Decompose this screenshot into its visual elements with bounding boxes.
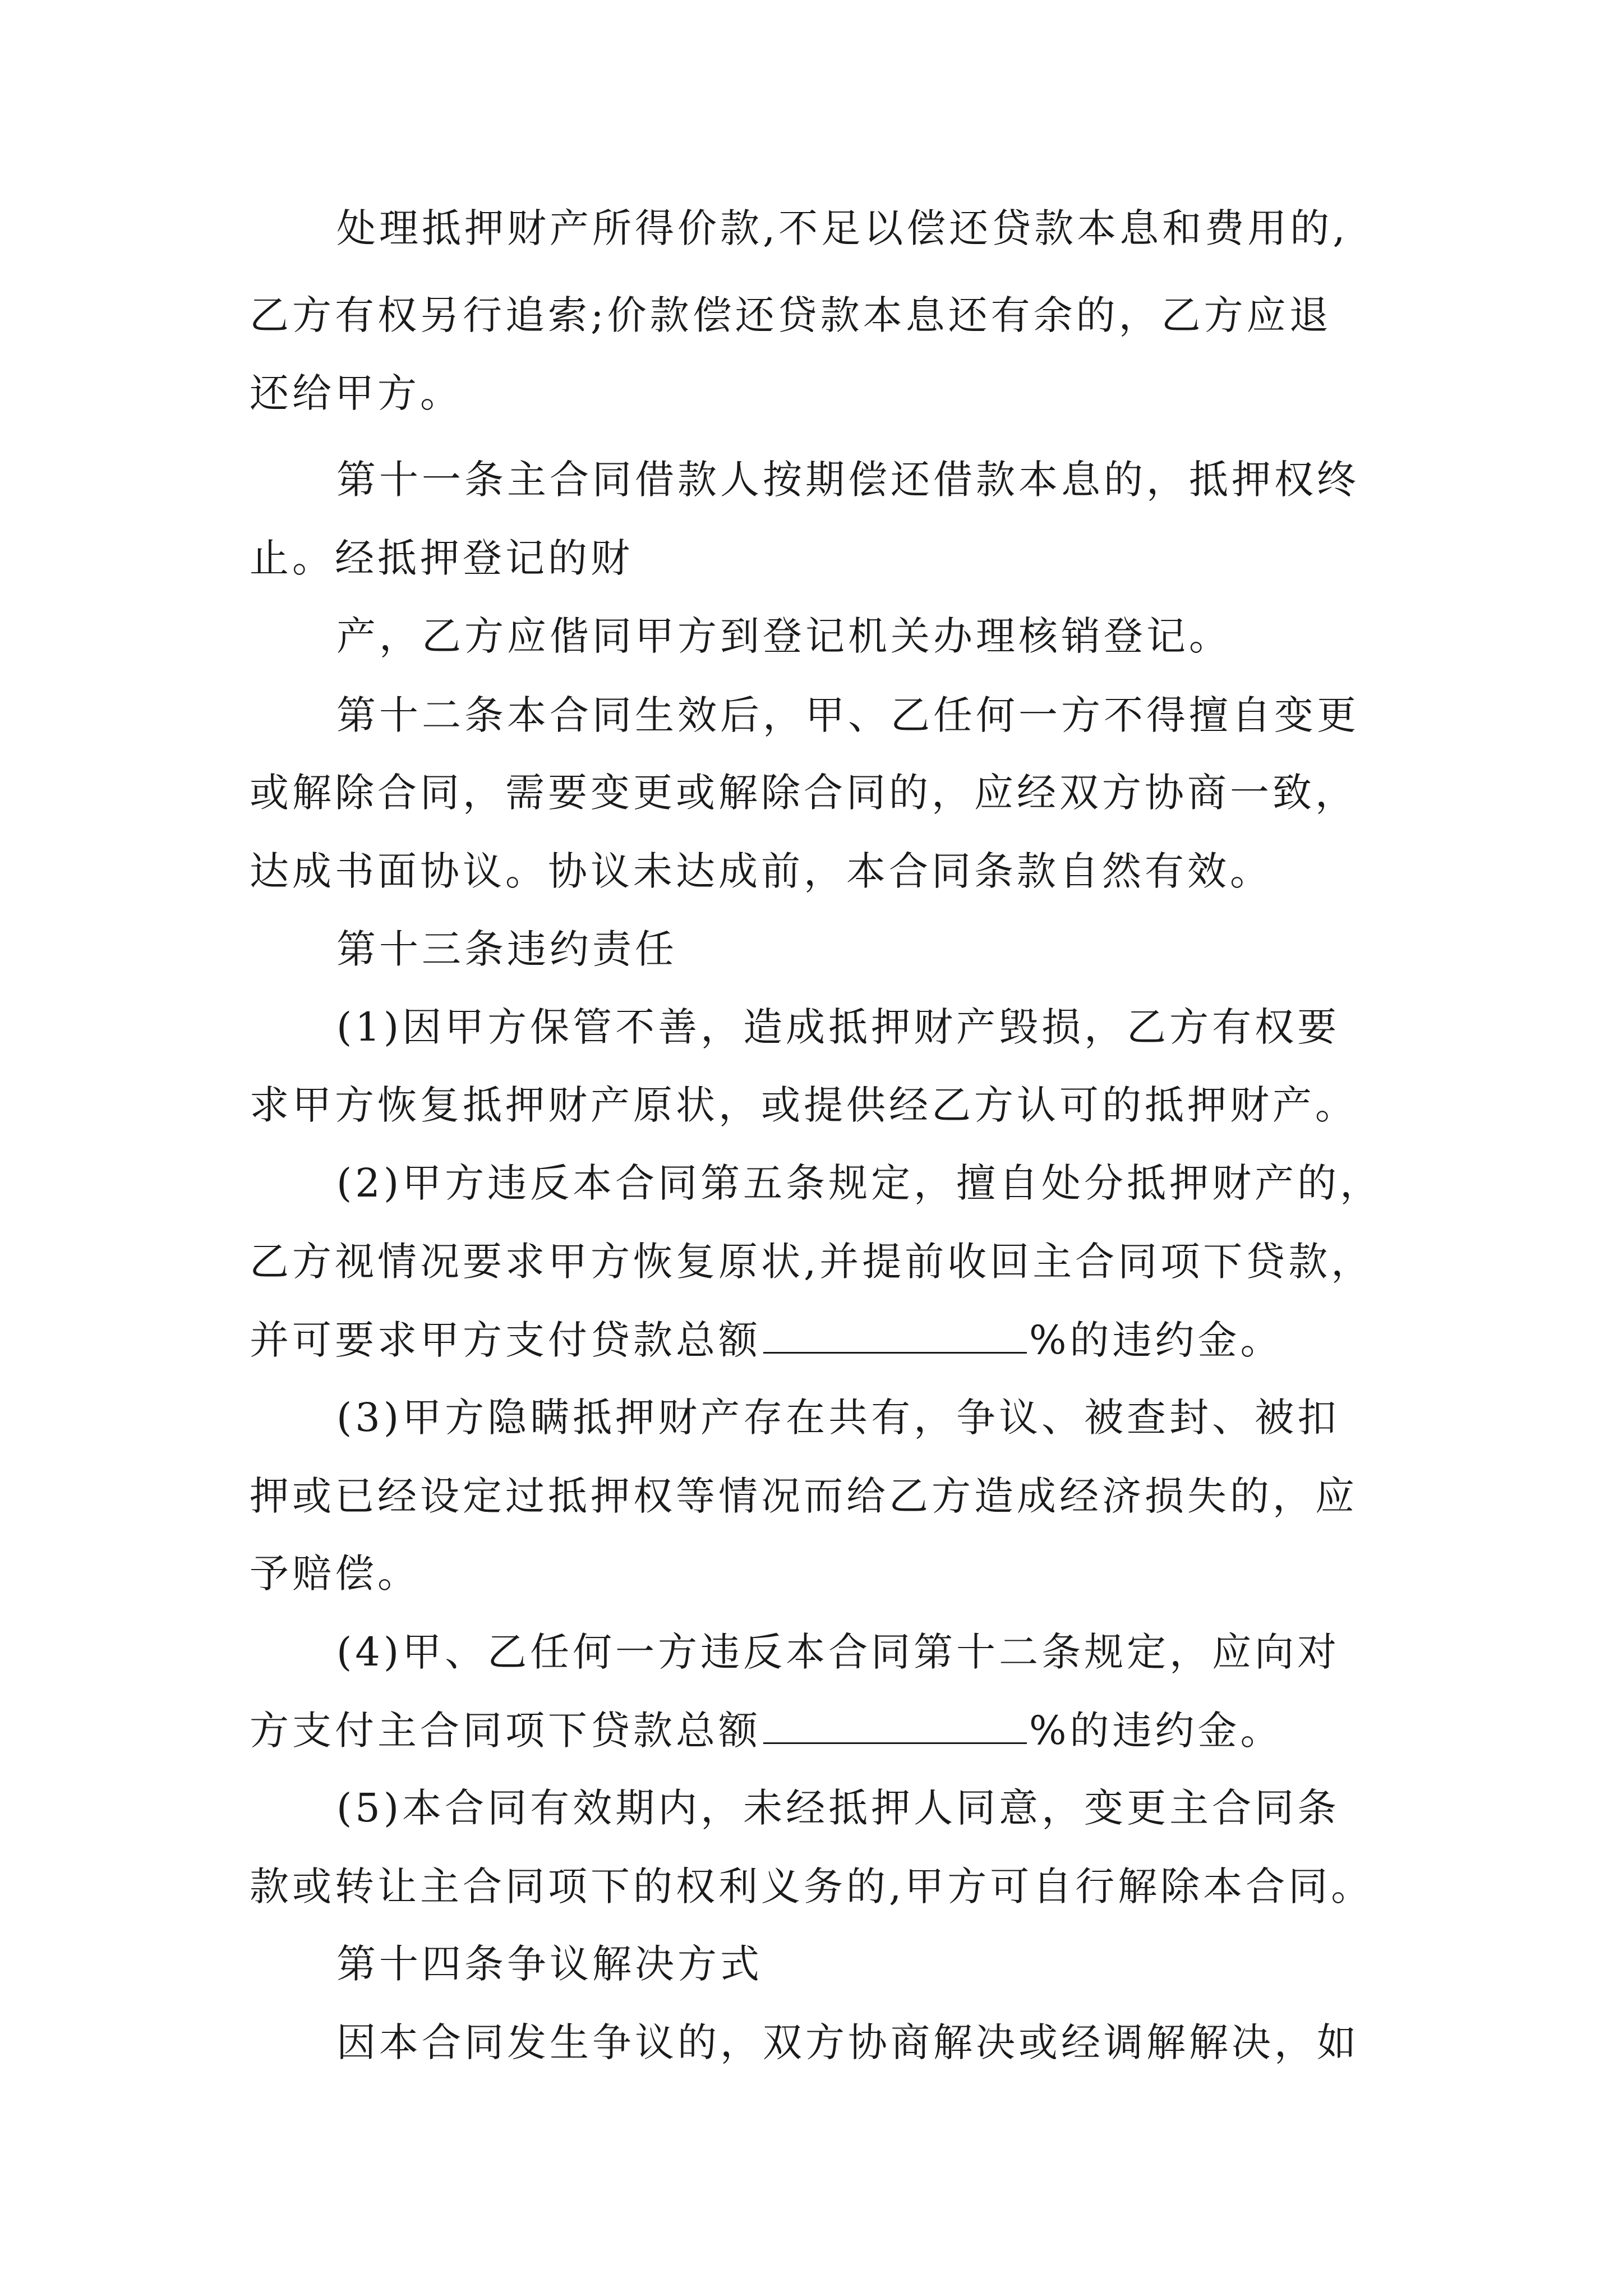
text-line: 还给甲方。 xyxy=(250,370,463,416)
section-heading: 第十四条争议解决方式 xyxy=(336,1941,763,1987)
text-line: (3)甲方隐瞒抵押财产存在共有，争议、被查封、被扣 xyxy=(336,1395,1340,1441)
text-segment: %的违约金。 xyxy=(1029,1317,1283,1363)
fill-in-blank[interactable] xyxy=(763,1710,1027,1744)
text-line: 求甲方恢复抵押财产原状，或提供经乙方认可的抵押财产。 xyxy=(250,1082,1358,1128)
text-line: 第十一条主合同借款人按期偿还借款本息的，抵押权终 xyxy=(336,457,1359,503)
text-line: 处理抵押财产所得价款,不足以偿还贷款本息和费用的, xyxy=(336,205,1349,251)
text-line: (5)本合同有效期内，未经抵押人同意，变更主合同条 xyxy=(336,1785,1340,1831)
text-line: 达成书面协议。协议未达成前，本合同条款自然有效。 xyxy=(250,848,1272,894)
text-line: 予赔偿。 xyxy=(250,1550,420,1596)
text-segment: 并可要求甲方支付贷款总额 xyxy=(250,1317,761,1363)
fill-in-blank[interactable] xyxy=(763,1319,1027,1354)
text-line-with-blank xyxy=(250,1317,1283,1363)
text-line-with-blank xyxy=(250,1708,1283,1754)
section-heading: 第十三条违约责任 xyxy=(336,926,677,972)
text-line: 因本合同发生争议的，双方协商解决或经调解解决，如 xyxy=(336,2019,1359,2065)
text-line: (4)甲、乙任何一方违反本合同第十二条规定，应向对 xyxy=(336,1629,1340,1675)
text-line: 第十二条本合同生效后，甲、乙任何一方不得擅自变更 xyxy=(336,692,1359,738)
text-line: (2)甲方违反本合同第五条规定，擅自处分抵押财产的， xyxy=(336,1160,1383,1206)
text-line: 乙方有权另行追索;价款偿还贷款本息还有余的，乙方应退 xyxy=(250,292,1332,338)
text-line: 产，乙方应偕同甲方到登记机关办理核销登记。 xyxy=(336,613,1232,659)
text-line: (1)因甲方保管不善，造成抵押财产毁损，乙方有权要 xyxy=(336,1004,1340,1050)
text-line: 止。经抵押登记的财 xyxy=(250,535,633,581)
text-line: 或解除合同，需要变更或解除合同的，应经双方协商一致， xyxy=(250,770,1358,816)
text-line: 押或已经设定过抵押权等情况而给乙方造成经济损失的，应 xyxy=(250,1473,1358,1519)
text-line: 乙方视情况要求甲方恢复原状,并提前收回主合同项下贷款， xyxy=(250,1239,1374,1285)
text-segment: 方支付主合同项下贷款总额 xyxy=(250,1708,761,1754)
text-line: 款或转让主合同项下的权利义务的,甲方可自行解除本合同。 xyxy=(250,1864,1374,1910)
text-segment: %的违约金。 xyxy=(1029,1708,1283,1754)
